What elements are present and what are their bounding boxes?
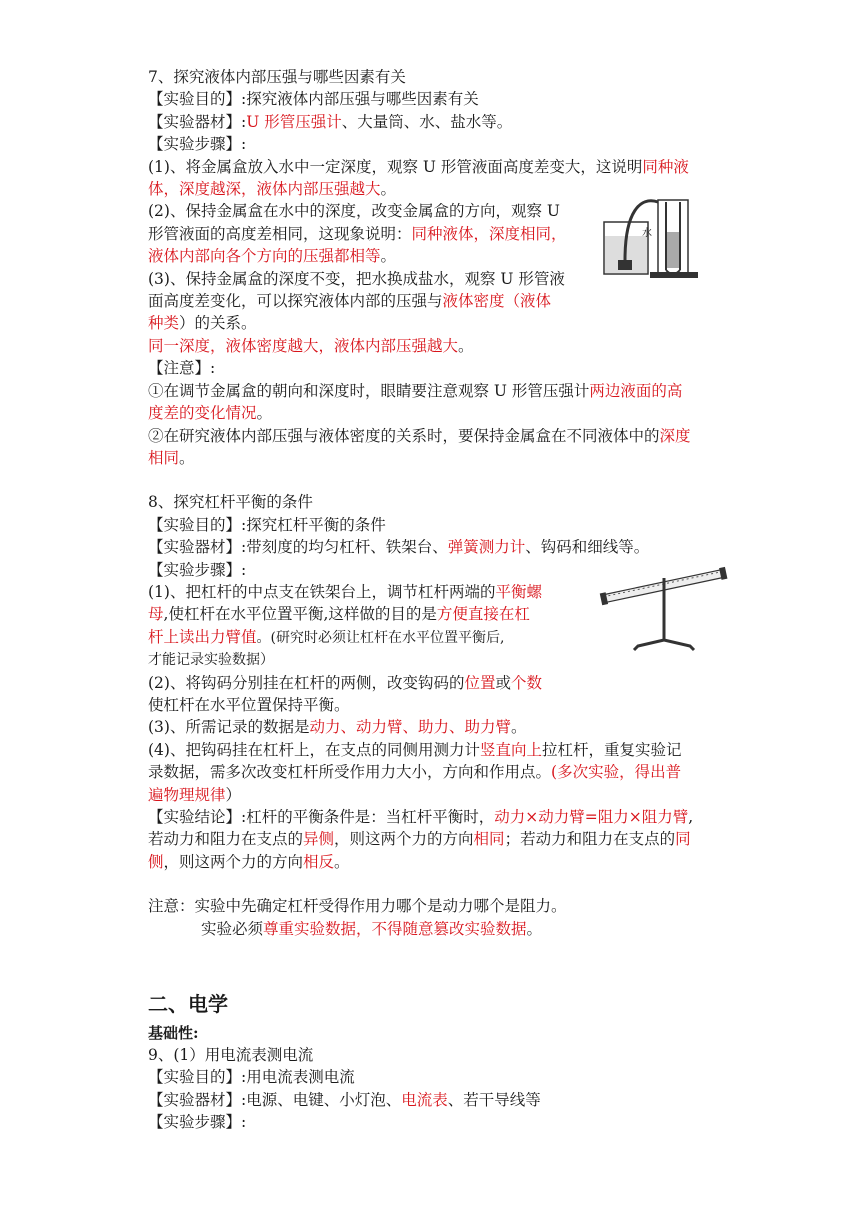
s7-conclusion: 同一深度，液体密度越大，液体内部压强越大。 xyxy=(148,336,474,355)
s7-step-3-cont: 面高度差变化，可以探究液体内部的压强与液体密度（液体 xyxy=(148,292,552,311)
water-label: 水 xyxy=(642,228,652,239)
s8-step-1-cont3: 才能记录实验数据） xyxy=(148,652,274,669)
s8-step-1-cont: 母,使杠杆在水平位置平衡,这样做的目的是方便直接在杠 xyxy=(148,605,530,624)
section-7-title: 7、探究液体内部压强与哪些因素有关 xyxy=(148,68,406,86)
s7-step-2: (2)、保持金属盒在水中的深度，改变金属盒的方向，观察 U xyxy=(148,202,560,221)
s7-step-3: (3)、保持金属盒的深度不变，把水换成盐水，观察 U 形管液 xyxy=(148,269,565,288)
s7-note-2-cont: 相同。 xyxy=(148,448,195,467)
s8-aim-line: 【实验目的】:探究杠杆平衡的条件 xyxy=(148,515,386,534)
s8-conclusion: 【实验结论】:杠杆的平衡条件是：当杠杆平衡时，动力×动力臂=阻力×阻力臂, xyxy=(148,808,694,826)
s7-step-2-cont2: 液体内部向各个方向的压强都相等。 xyxy=(148,247,397,266)
s9-aim-line: 【实验目的】:用电流表测电流 xyxy=(148,1068,355,1087)
s7-note-1: ①在调节金属盒的朝向和深度时，眼睛要注意观察 U 形管压强计两边液面的高 xyxy=(148,381,683,400)
s9-equipment-line: 【实验器材】:电源、电键、小灯泡、电流表、若干导线等 xyxy=(148,1090,541,1109)
s8-note: 注意：实验中先确定杠杆受得作用力哪个是动力哪个是阻力。 xyxy=(148,897,567,916)
s8-step-2: (2)、将钩码分别挂在杠杆的两侧，改变钩码的位置或个数 xyxy=(148,673,543,692)
s8-step-4-cont2: 遍物理规律） xyxy=(148,785,242,804)
basic-label: 基础性: xyxy=(148,1024,199,1043)
section-8-title: 8、探究杠杆平衡的条件 xyxy=(148,493,313,512)
s7-step-3-cont2: 种类）的关系。 xyxy=(148,314,257,333)
s8-step-3: (3)、所需记录的数据是动力、动力臂、助力、助力臂。 xyxy=(148,718,527,737)
s7-step-1-cont: 体，深度越深，液体内部压强越大。 xyxy=(148,180,397,199)
s8-steps-label: 【实验步骤】: xyxy=(148,560,247,579)
s8-conclusion-cont: 若动力和阻力在支点的异侧，则这两个力的方向相同；若动力和阻力在支点的同 xyxy=(148,830,691,849)
s7-aim-line: 【实验目的】:探究液体内部压强与哪些因素有关 xyxy=(148,90,479,109)
section-9-title: 9、(1）用电流表测电流 xyxy=(148,1046,314,1065)
s9-steps-label: 【实验步骤】: xyxy=(148,1113,247,1132)
s7-step-2-cont: 形管液面的高度差相同，这现象说明：同种液体，深度相同， xyxy=(148,224,567,243)
electricity-heading: 二、电学 xyxy=(148,992,228,1017)
s8-step-2-cont: 使杠杆在水平位置保持平衡。 xyxy=(148,695,350,714)
s7-equipment-line: 【实验器材】:U 形管压强计、大量筒、水、盐水等。 xyxy=(148,112,513,131)
s7-note-label: 【注意】: xyxy=(148,359,216,378)
document-page xyxy=(148,66,728,1134)
s8-step-1-cont2: 杆上读出力臂值。(研究时必须让杠杆在水平位置平衡后, xyxy=(148,627,505,646)
s8-step-4: (4)、把钩码挂在杠杆上，在支点的同侧用测力计竖直向上拉杠杆，重复实验记 xyxy=(148,740,682,759)
s7-steps-label: 【实验步骤】: xyxy=(148,135,247,154)
s8-equipment-line: 【实验器材】:带刻度的均匀杠杆、铁架台、弹簧测力计、钩码和细线等。 xyxy=(148,538,650,557)
s7-note-1-cont: 度差的变化情况。 xyxy=(148,404,273,423)
s7-note-2: ②在研究液体内部压强与液体密度的关系时，要保持金属盒在不同液体中的深度 xyxy=(148,426,691,445)
s8-step-4-cont: 录数据，需多次改变杠杆所受作用力大小，方向和作用点。(多次实验，得出普 xyxy=(148,763,682,782)
s7-step-1: (1)、将金属盒放入水中一定深度，观察 U 形管液面高度差变大，这说明同种液 xyxy=(148,157,689,176)
s8-conclusion-cont2: 侧，则这两个力的方向相反。 xyxy=(148,852,350,871)
s8-step-1: (1)、把杠杆的中点支在铁架台上，调节杠杆两端的平衡螺 xyxy=(148,582,542,601)
s8-note-cont: 实验必须尊重实验数据，不得随意篡改实验数据。 xyxy=(201,919,543,938)
